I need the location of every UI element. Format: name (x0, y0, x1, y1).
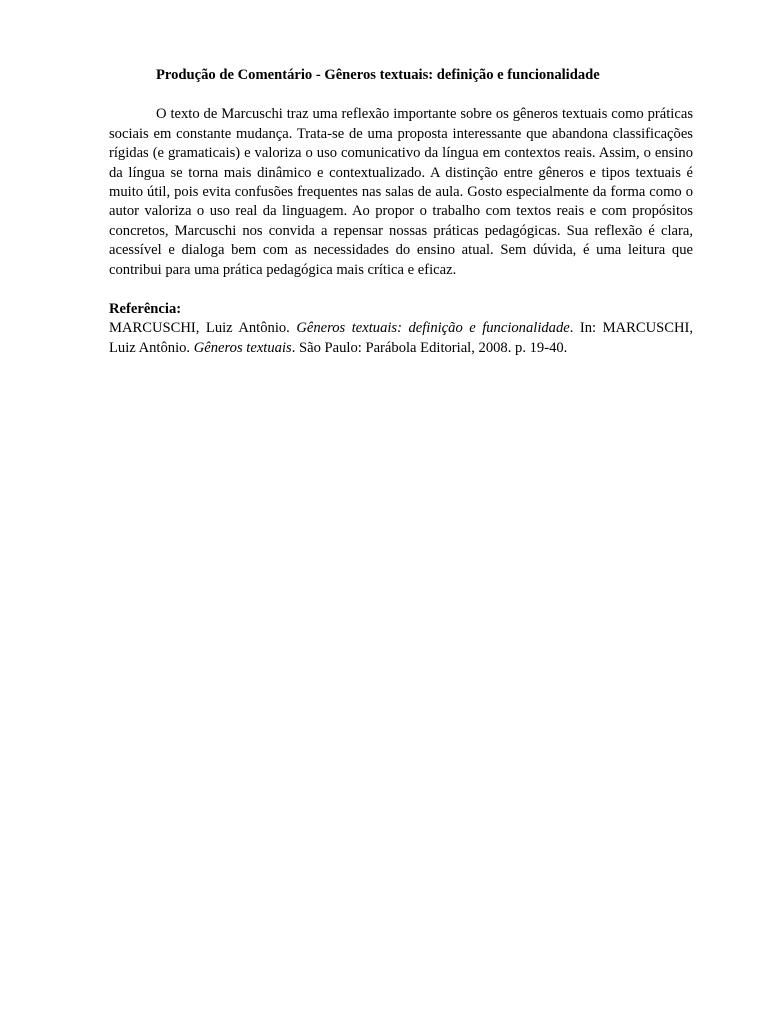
reference-citation (109, 319, 693, 358)
reference-in: . In: MARCUSCHI, Luiz Antônio. (109, 320, 694, 356)
document-title: Produção de Comentário - Gêneros textuais: definição e funcionalidade (156, 67, 600, 83)
reference-author: MARCUSCHI, Luiz Antônio. (109, 320, 297, 337)
reference-article-title: Gêneros textuais: definição e funcionalidade (296, 320, 570, 337)
reference-heading: Referência: (109, 301, 182, 318)
reference-book-title: Gêneros textuais (193, 339, 292, 356)
body-paragraph: O texto de Marcuschi traz uma reflexão importante sobre os gêneros textuais como práticas sociais em constante mudança. Trata-se de uma proposta interessante que abandona classificações rígidas (e gramaticais) e valoriza o uso comunicativo da língua em contextos reais. Assim, o ensino da língua se torna mais dinâmico e contextualizado. A distinção entre gêneros e tipos textuais é muito útil, pois evita confusões frequentes nas salas de aula. Gosto especialmente da forma como o autor valoriza o uso real da linguagem. Ao propor o trabalho com textos reais e com propósitos concretos, Marcuschi nos convida a repensar nossas práticas pedagógicas. Sua reflexão é clara, acessível e dialoga bem com as necessidades do ensino atual. Sem dúvida, é uma leitura que contribui para uma prática pedagógica mais crítica e eficaz. (109, 106, 693, 278)
document-page (109, 66, 693, 358)
reference-publisher: . São Paulo: Parábola Editorial, 2008. p. 19-40. (291, 339, 568, 356)
